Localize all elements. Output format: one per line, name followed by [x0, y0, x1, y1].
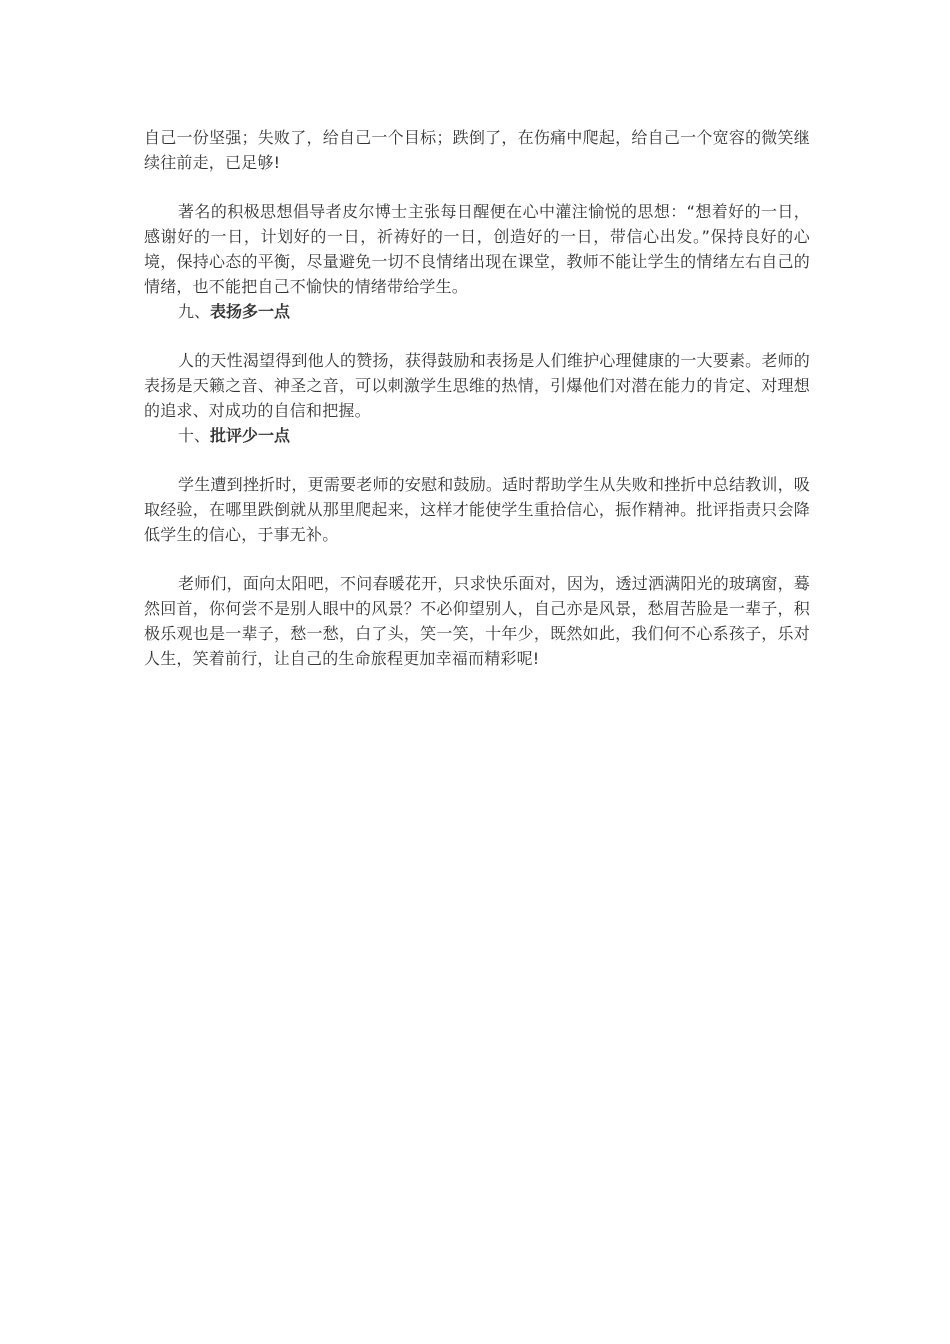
paragraph-positive-thinking: 著名的积极思想倡导者皮尔博士主张每日醒便在心中灌注愉悦的思想：“想着好的一日，感谢好的一日，计划好的一日，祈祷好的一日，创造好的一日，带信心出发。”保持良好的心境，保持心态的平衡，尽量避免一切不良情绪出现在课堂，教师不能让学生的情绪左右自己的情绪，也不能把自己不愉快的情绪带给学生。: [144, 202, 810, 296]
section-title-9: 表扬多一点: [210, 302, 291, 321]
section-title-10: 批评少一点: [210, 426, 291, 445]
paragraph-praise: 人的天性渴望得到他人的赞扬，获得鼓励和表扬是人们维护心理健康的一大要素。老师的表扬是天籁之音、神圣之音，可以刺激学生思维的热情，引爆他们对潜在能力的肯定、对理想的追求、对成功的自信和把握。: [144, 351, 810, 420]
section-number-9: 九、: [178, 302, 211, 321]
section-heading-10: [144, 423, 810, 448]
paragraph-continuation: 自己一份坚强；失败了，给自己一个目标；跌倒了，在伤痛中爬起，给自己一个宽容的微笑继续往前走，已足够!: [144, 128, 810, 172]
section-heading-9: [144, 299, 810, 324]
document-page: [144, 125, 810, 671]
section-number-10: 十、: [178, 426, 211, 445]
paragraph-criticism: 学生遭到挫折时，更需要老师的安慰和鼓励。适时帮助学生从失败和挫折中总结教训，吸取经验，在哪里跌倒就从那里爬起来，这样才能使学生重拾信心，振作精神。批评指责只会降低学生的信心，于事无补。: [144, 475, 810, 544]
paragraph-closing: 老师们，面向太阳吧，不问春暖花开，只求快乐面对，因为，透过洒满阳光的玻璃窗，蓦然回首，你何尝不是别人眼中的风景？不必仰望别人，自己亦是风景，愁眉苦脸是一辈子，积极乐观也是一辈子，愁一愁，白了头，笑一笑，十年少，既然如此，我们何不心系孩子，乐对人生，笑着前行，让自己的生命旅程更加幸福而精彩呢!: [144, 574, 810, 668]
